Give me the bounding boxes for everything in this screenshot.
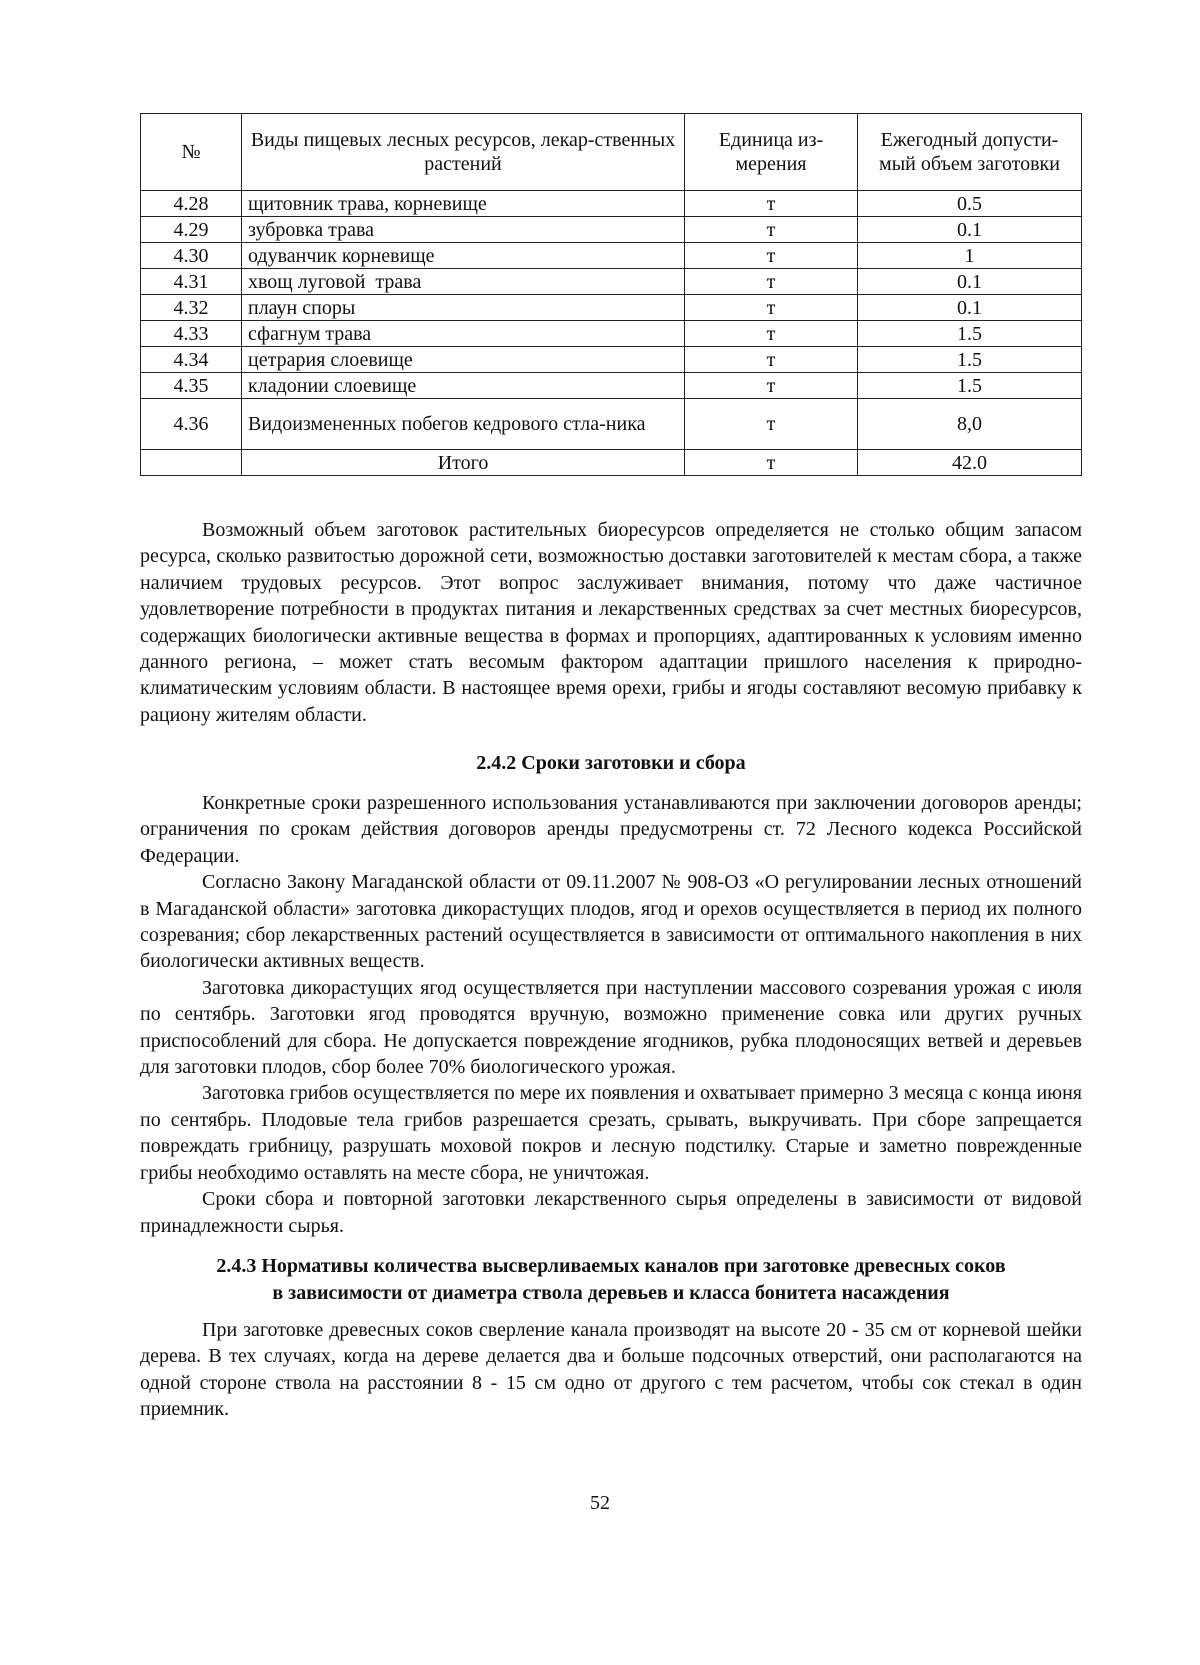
header-number: № — [141, 114, 242, 191]
heading-line: 2.4.3 Нормативы количества высверливаемых каналов при заготовке древесных соков — [216, 1255, 1006, 1277]
row-number: 4.30 — [141, 243, 242, 269]
table-row — [141, 373, 1082, 399]
row-resource: плаун споры — [242, 295, 685, 321]
table-row — [141, 347, 1082, 373]
row-volume: 0.5 — [858, 191, 1082, 217]
table-row — [141, 269, 1082, 295]
row-number: 4.28 — [141, 191, 242, 217]
row-volume: 0.1 — [858, 295, 1082, 321]
row-number: 4.36 — [141, 399, 242, 450]
paragraph: Заготовка грибов осуществляется по мере их появления и охватывает примерно 3 месяца с конца июня по сентябрь. Плодовые тела грибов разрешается срезать, срывать, выкручивать. При сборе запрещается повреждать грибницу, разрушать моховой покров и лесную подстилку. Старые и заметно поврежденные грибы необходимо оставлять на месте сбора, не уничтожая. — [140, 1082, 1082, 1184]
row-unit: т — [685, 373, 858, 399]
table-row — [141, 191, 1082, 217]
total-unit: т — [685, 450, 858, 476]
total-volume: 42.0 — [858, 450, 1082, 476]
row-unit: т — [685, 321, 858, 347]
sap-drilling-section — [140, 1317, 1082, 1423]
row-volume: 1.5 — [858, 373, 1082, 399]
row-volume: 0.1 — [858, 217, 1082, 243]
row-resource: щитовник трава, корневище — [242, 191, 685, 217]
header-annual-volume: Ежегодный допусти-мый объем заготовки — [858, 114, 1082, 191]
row-resource: Видоизмененных побегов кедрового стла-ника — [242, 399, 685, 450]
row-volume: 0.1 — [858, 269, 1082, 295]
row-unit: т — [685, 347, 858, 373]
header-resource-type: Виды пищевых лесных ресурсов, лекар-ственных растений — [242, 114, 685, 191]
row-number: 4.29 — [141, 217, 242, 243]
table-row — [141, 295, 1082, 321]
row-unit: т — [685, 243, 858, 269]
forest-resources-table — [140, 113, 1082, 476]
table-row — [141, 243, 1082, 269]
table-header-row — [141, 114, 1082, 191]
row-unit: т — [685, 269, 858, 295]
paragraph: Согласно Закону Магаданской области от 09.11.2007 № 908-ОЗ «О регулировании лесных отношений в Магаданской области» заготовка дикорастущих плодов, ягод и орехов осуществляется в период их полного созревания; сбор лекарственных растений осуществляется в зависимости от оптимального накопления в них биологически активных веществ. — [140, 871, 1082, 973]
row-resource: зубровка трава — [242, 217, 685, 243]
row-resource: цетрария слоевище — [242, 347, 685, 373]
row-number: 4.33 — [141, 321, 242, 347]
resource-volume-section — [140, 517, 1082, 728]
paragraph: Сроки сбора и повторной заготовки лекарственного сырья определены в зависимости от видовой принадлежности сырья. — [140, 1188, 1082, 1237]
row-volume: 1.5 — [858, 321, 1082, 347]
paragraph: Заготовка дикорастущих ягод осуществляется при наступлении массового созревания урожая с июля по сентябрь. Заготовки ягод проводятся вручную, возможно применение совка или других ручных приспособлений для сбора. Не допускается повреждение ягодников, рубка плодоносящих ветвей и деревьев для заготовки плодов, сбор более 70% биологического урожая. — [140, 976, 1082, 1079]
row-resource: сфагнум трава — [242, 321, 685, 347]
row-resource: хвощ луговой трава — [242, 269, 685, 295]
row-unit: т — [685, 295, 858, 321]
row-number: 4.32 — [141, 295, 242, 321]
total-number-empty — [141, 450, 242, 476]
page-number: 52 — [590, 1492, 610, 1514]
table-row — [141, 217, 1082, 243]
row-number: 4.31 — [141, 269, 242, 295]
row-number: 4.34 — [141, 347, 242, 373]
row-resource: кладонии слоевище — [242, 373, 685, 399]
table-row — [141, 399, 1082, 450]
row-volume: 1 — [858, 243, 1082, 269]
section-heading-2-4-3 — [140, 1253, 1082, 1307]
table-total-row — [141, 450, 1082, 476]
row-unit: т — [685, 399, 858, 450]
section-heading-2-4-2: 2.4.2 Сроки заготовки и сбора — [476, 752, 746, 774]
header-unit: Единица из-мерения — [685, 114, 858, 191]
table-row — [141, 321, 1082, 347]
row-volume: 8,0 — [858, 399, 1082, 450]
paragraph: Возможный объем заготовок растительных биоресурсов определяется не столько общим запасом ресурса, сколько развитостью дорожной сети, возможностью доставки заготовителей к местам сбора, а также наличием трудовых ресурсов. Этот вопрос заслуживает внимания, потому что даже частичное удовлетворение потребности в продуктах питания и лекарственных средствах за счет местных биоресурсов, содержащих биологически активные вещества в формах и пропорциях, адаптированных к условиям именно данного региона, – может стать весомым фактором адаптации пришлого населения к природно-климатическим условиям области. В настоящее время орехи, грибы и ягоды составляют весомую прибавку к рациону жителям области. — [140, 519, 1082, 726]
heading-line: в зависимости от диаметра ствола деревьев и класса бонитета насаждения — [272, 1282, 950, 1304]
row-unit: т — [685, 191, 858, 217]
row-unit: т — [685, 217, 858, 243]
harvest-timing-section — [140, 790, 1082, 1239]
row-volume: 1.5 — [858, 347, 1082, 373]
total-label: Итого — [242, 450, 685, 476]
row-number: 4.35 — [141, 373, 242, 399]
row-resource: одуванчик корневище — [242, 243, 685, 269]
paragraph: При заготовке древесных соков сверление канала производят на высоте 20 - 35 см от корневой шейки дерева. В тех случаях, когда на дереве делается два и больше подсочных отверстий, они располагаются на одной стороне ствола на расстоянии 8 - 15 см одно от другого с тем расчетом, чтобы сок стекал в один приемник. — [140, 1319, 1082, 1421]
paragraph: Конкретные сроки разрешенного использования устанавливаются при заключении договоров аренды; ограничения по срокам действия договоров аренды предусмотрены ст. 72 Лесного кодекса Российской Федерации. — [140, 792, 1082, 867]
